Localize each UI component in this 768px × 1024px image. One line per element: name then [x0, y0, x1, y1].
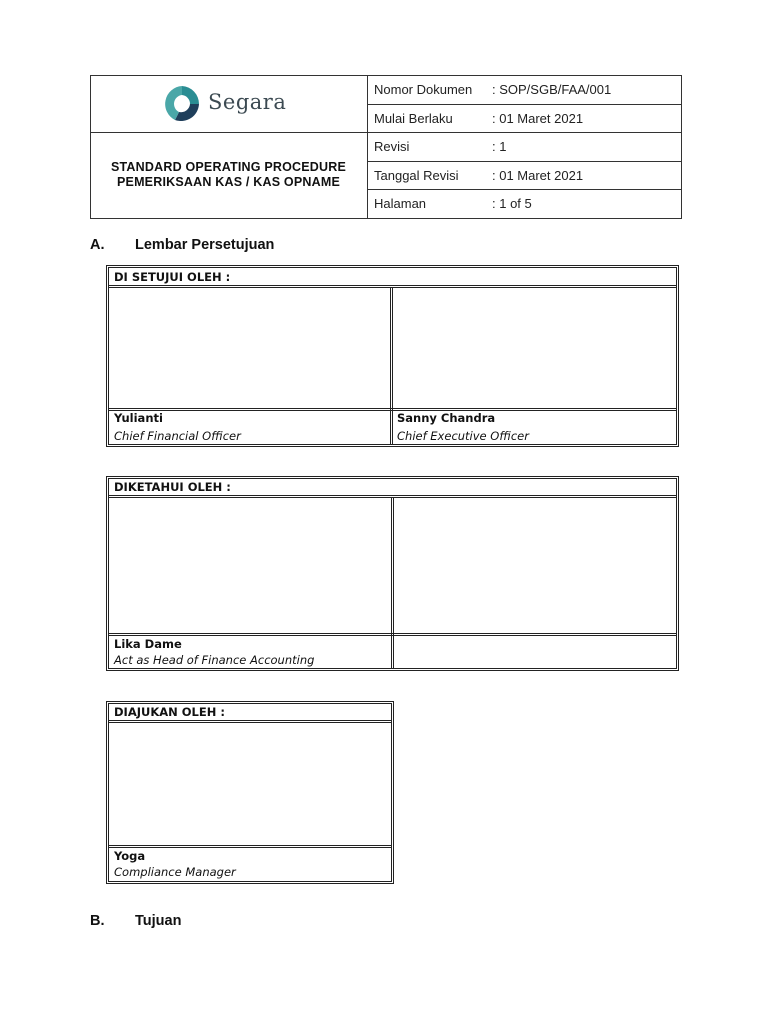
signer-role: Act as Head of Finance Accounting [114, 653, 315, 667]
meta-label: Mulai Berlaku [374, 111, 453, 126]
box-divider [108, 845, 392, 846]
signer-role: Chief Financial Officer [114, 429, 241, 443]
meta-label: Nomor Dokumen [374, 82, 473, 97]
box-divider [108, 720, 392, 721]
meta-value: : 01 Maret 2021 [492, 168, 584, 183]
meta-value: : 01 Maret 2021 [492, 111, 584, 126]
box-divider [108, 285, 677, 286]
sop-title-line: PEMERIKSAAN KAS / KAS OPNAME [117, 175, 340, 189]
header-row-divider [368, 132, 682, 133]
meta-label: Tanggal Revisi [374, 168, 459, 183]
signer-role: Chief Executive Officer [397, 429, 529, 443]
box-divider [108, 495, 677, 496]
box-divider [108, 847, 392, 848]
company-name: Segara [208, 90, 287, 114]
signer-name: Yulianti [114, 411, 163, 425]
signer-name: Yoga [114, 849, 146, 863]
signer-name: Lika Dame [114, 637, 182, 651]
section-title: Lembar Persetujuan [135, 237, 275, 253]
header-row-divider [368, 161, 682, 162]
box-divider [392, 287, 393, 445]
section-letter: B. [90, 913, 105, 929]
acknowledged-label: DIKETAHUI OLEH : [114, 480, 231, 494]
section-title: Tujuan [135, 913, 182, 929]
box-divider [108, 722, 392, 723]
approval-label: DI SETUJUI OLEH : [114, 270, 231, 284]
header-divider [90, 132, 367, 133]
box-divider [391, 497, 392, 669]
box-divider [393, 497, 394, 669]
signer-name: Sanny Chandra [397, 411, 496, 425]
box-divider [390, 287, 391, 445]
header-row-divider [368, 189, 682, 190]
sop-title [90, 160, 367, 190]
sop-title-line: STANDARD OPERATING PROCEDURE [110, 160, 346, 174]
header-row-divider [368, 104, 682, 105]
meta-value: : 1 [492, 139, 507, 154]
submitted-label: DIAJUKAN OLEH : [114, 705, 225, 719]
signer-role: Compliance Manager [114, 865, 236, 879]
meta-value: : 1 of 5 [492, 196, 532, 211]
section-letter: A. [90, 237, 105, 253]
meta-value: : SOP/SGB/FAA/001 [492, 82, 612, 97]
meta-label: Revisi [374, 139, 410, 154]
meta-label: Halaman [374, 196, 427, 211]
header-divider [367, 75, 368, 219]
submitted-box-inner [108, 703, 392, 882]
